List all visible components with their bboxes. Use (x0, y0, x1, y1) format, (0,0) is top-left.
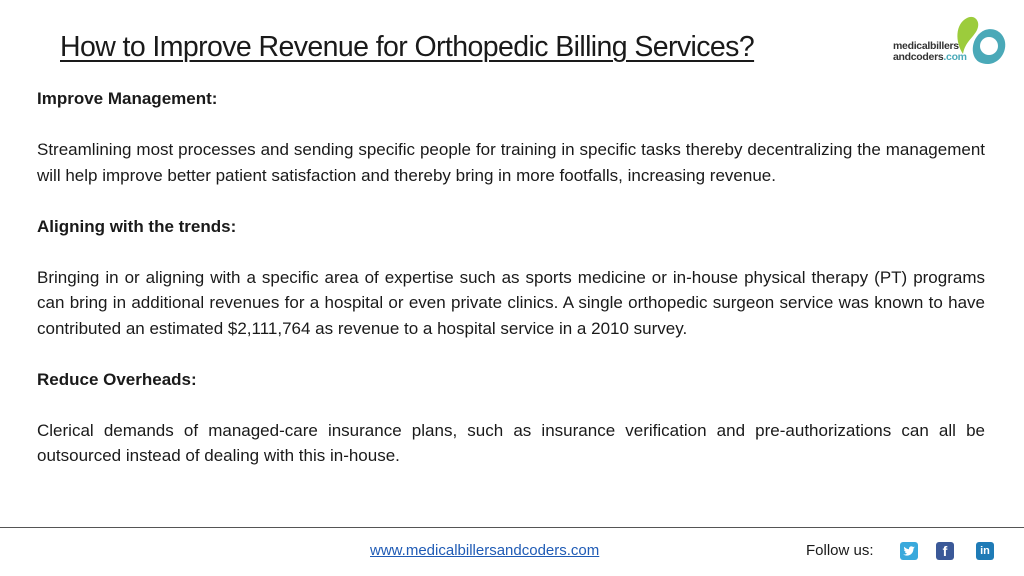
page-title: How to Improve Revenue for Orthopedic Billing Services? (60, 31, 755, 63)
section-heading-overheads: Reduce Overheads: (37, 369, 197, 389)
logo-line2: andcoders (893, 51, 944, 63)
company-logo (893, 12, 1015, 72)
website-link[interactable]: www.medicalbillersandcoders.com (370, 542, 600, 559)
logo-domain: .com (943, 51, 967, 63)
section-body-overheads: Clerical demands of managed-care insurance plans, such as insurance verification and pre-authorizations can all be outsourced instead of dealing with this in-house. (37, 420, 985, 465)
footer-divider (0, 527, 1024, 528)
section-body-management: Streamlining most processes and sending specific people for training in specific tasks thereby decentralizing the management will help improve better patient satisfaction and thereby bring in more footfalls, increasing revenue. (37, 140, 985, 185)
section-heading-management: Improve Management: (37, 89, 218, 108)
linkedin-icon[interactable]: in (976, 542, 994, 560)
follow-label: Follow us: (806, 542, 874, 559)
facebook-icon[interactable]: f (936, 542, 954, 560)
logo-line1: medicalbillers (893, 40, 959, 52)
main-content (37, 86, 985, 469)
section-heading-trends: Aligning with the trends: (37, 216, 237, 236)
twitter-icon[interactable] (900, 542, 918, 560)
logo-wordmark (893, 41, 967, 63)
section-body-trends: Bringing in or aligning with a specific area of expertise such as sports medicine or in-house physical therapy (PT) programs can bring in additional revenues for a hospital or even private clinics. A single orthopedic surgeon service was known to have contributed an estimated $2,111,764 as revenue to a hospital service in a 2010 survey. (37, 267, 985, 338)
